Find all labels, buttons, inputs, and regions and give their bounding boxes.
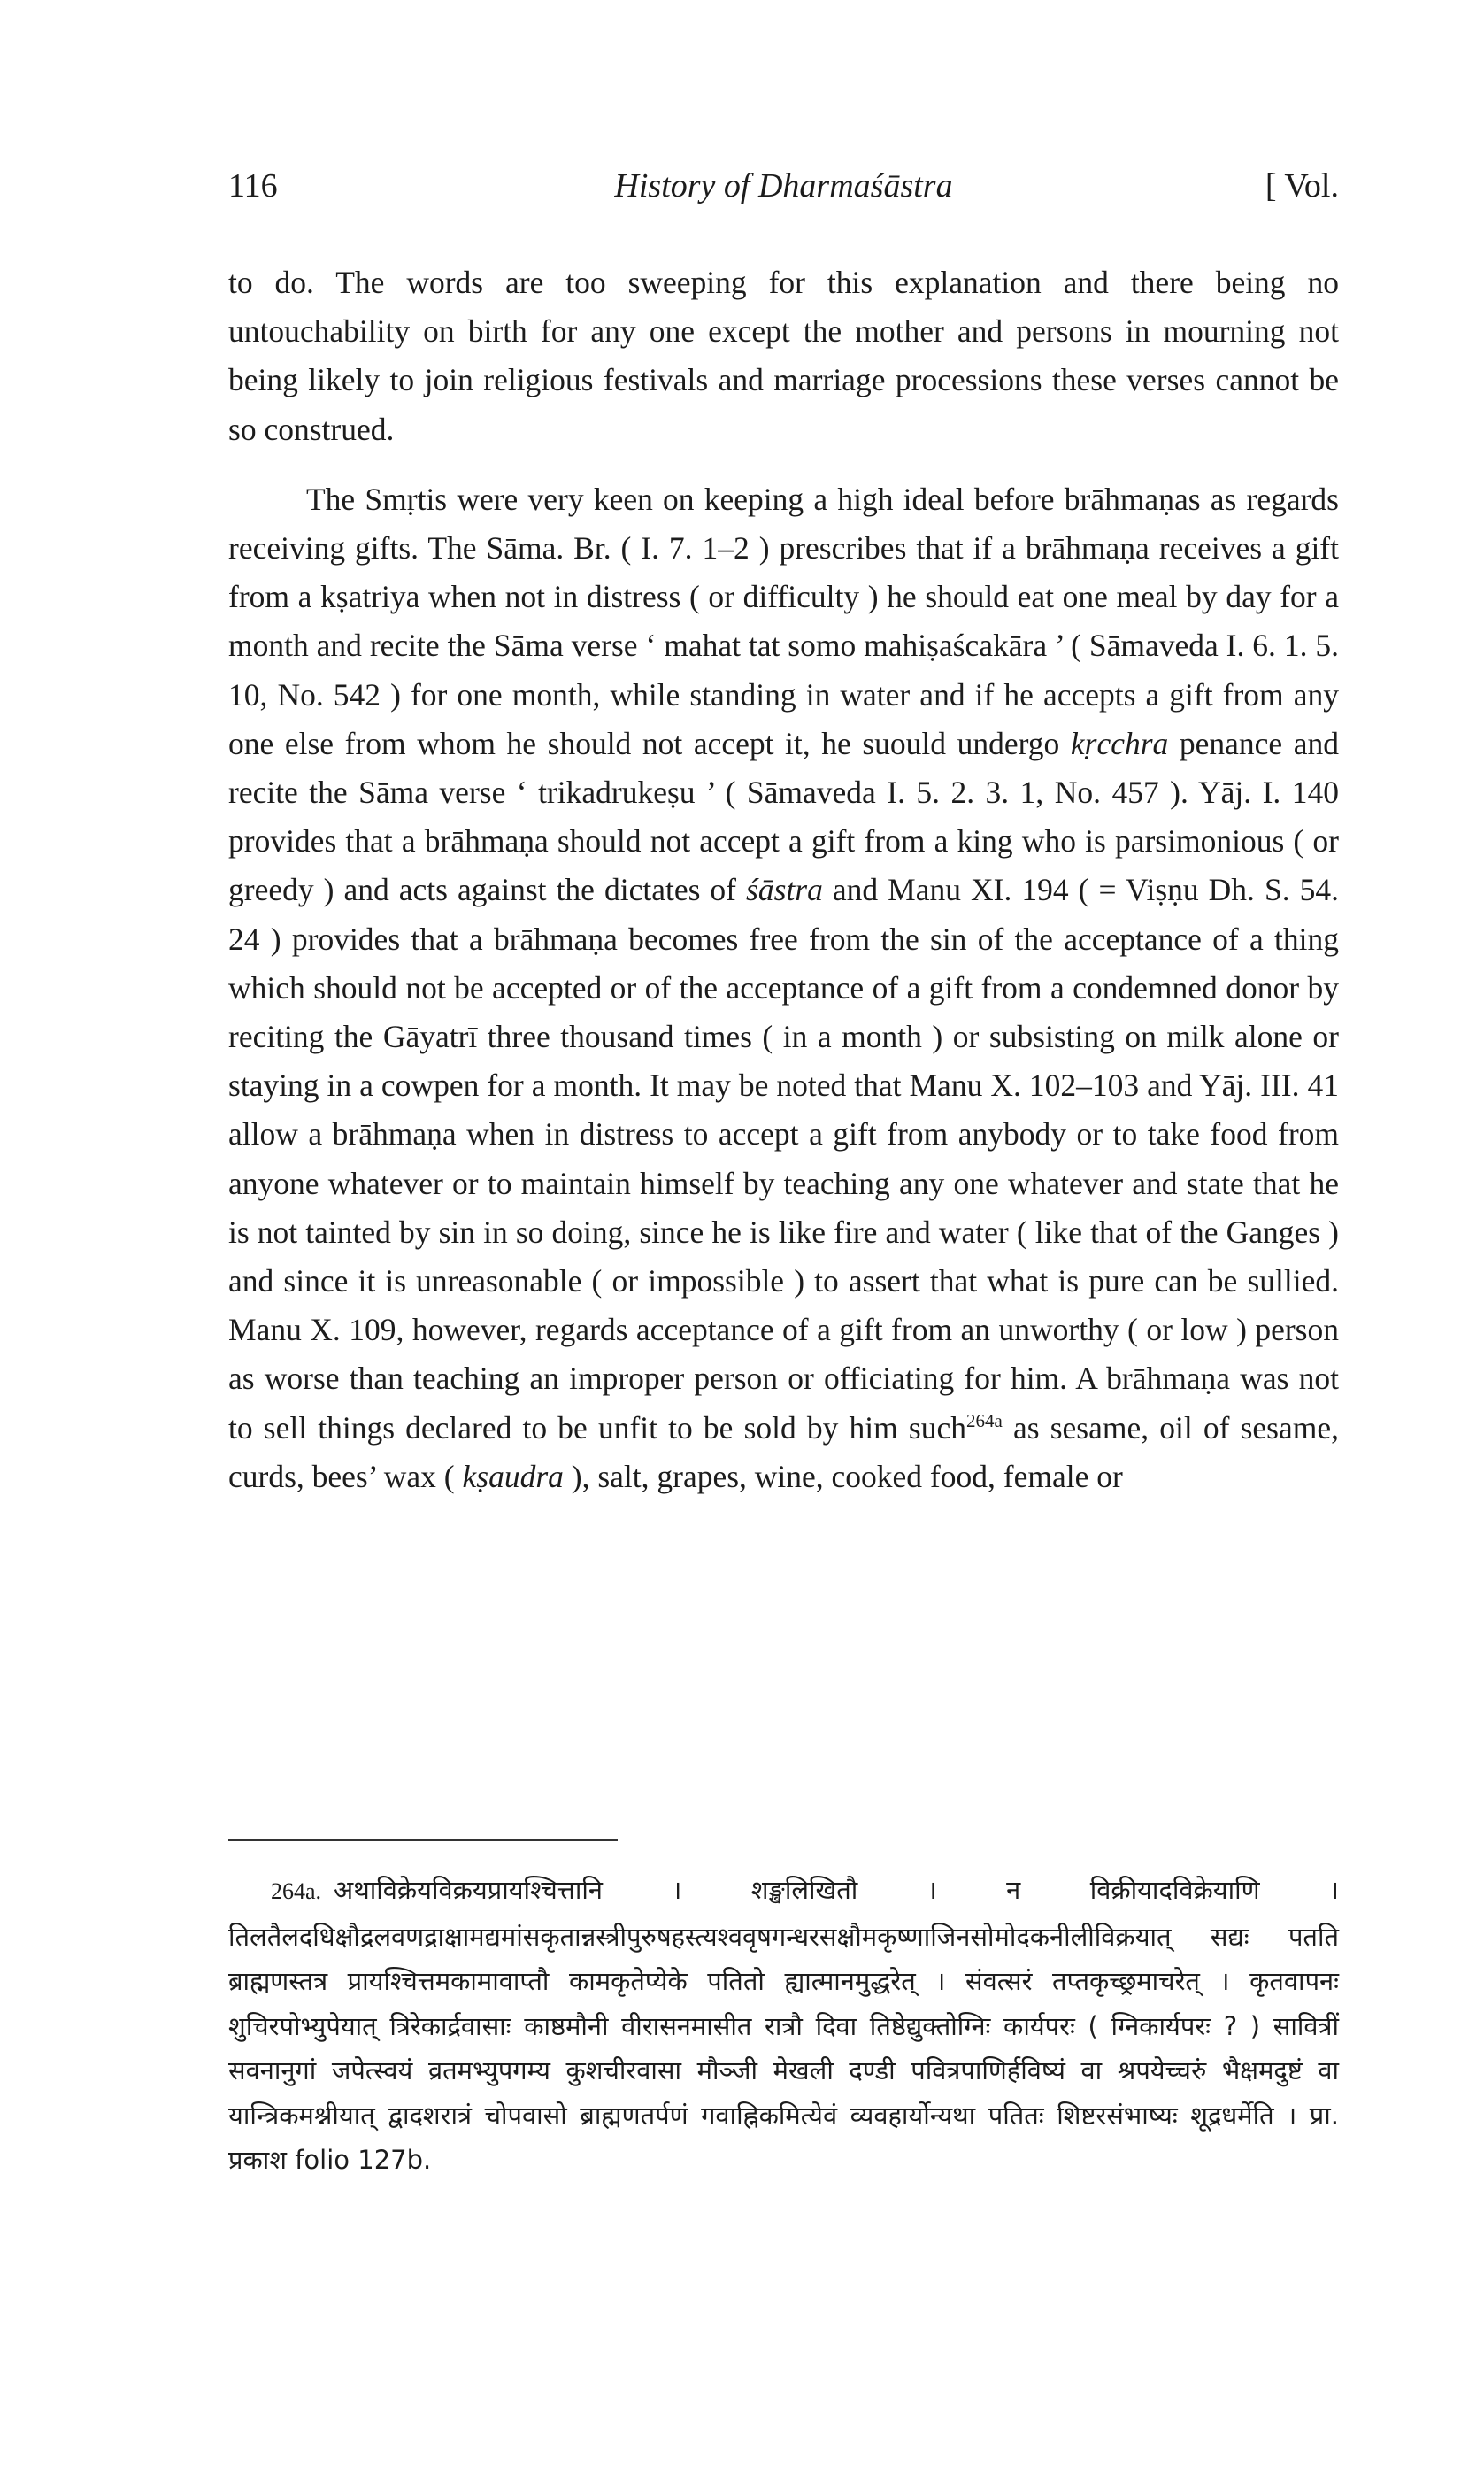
paragraph-2-text-d: as sesame, oil of sesame, curds, bees’ wax ( [228,1409,1339,1494]
paragraph-2-text-a: The Smṛtis were very keen on keeping a high ideal before brāhmaṇas as regards receiving gifts. The Sāma. Br. ( I. 7. 1–2 ) prescribes that if a brāhmaṇa receives a gift from a kṣatriya when not in distress ( or difficulty ) he should eat one meal by day for a month and recite the Sāma verse ‘ mahat tat somo mahiṣaścakāra ’ ( Sāmaveda I. 6. 1. 5. 10, No. 542 ) for one month, while standing in water and if he accepts a gift from any one else from whom he should not accept it, he suould undergo [228,481,1339,761]
footnote-marker: 264a. [271,1878,322,1904]
volume-label: [ Vol. [1265,167,1339,204]
term-krcchra: kṛcchra [1070,725,1169,761]
page-number: 116 [228,167,278,204]
running-header [228,166,1339,220]
term-sastra: śāstra [746,872,823,908]
running-title: History of Dharmaśāstra [614,167,953,204]
term-ksaudra: kṣaudra [462,1458,564,1494]
paragraph-2-text-e: ), salt, grapes, wine, cooked food, female or [563,1458,1123,1494]
paragraph-2-text-c: and Manu XI. 194 ( = Viṣṇu Dh. S. 54. 24 ) provides that a brāhmaṇa becomes free from the sin of the acceptance of a thing which should not be accepted or of the acceptance of a gift from a condemned donor by reciting the Gāyatrī three thousand times ( in a month ) or subsisting on milk alone or staying in a cowpen for a month. It may be noted that Manu X. 102–103 and Yāj. III. 41 allow a brāhmaṇa when in distress to accept a gift from anybody or to take food from anyone whatever or to maintain himself by teaching any one whatever and state that he is not tainted by sin in so doing, since he is like fire and water ( like that of the Ganges ) and since it is unreasonable ( or impossible ) to assert that what is pure can be sullied. Manu X. 109, however, regards acceptance of a gift from an unworthy ( or low ) person as worse than teaching an improper person or officiating for him. A brāhmaṇa was not to sell things declared to be unfit to be sold by him such [228,872,1339,1446]
footnote-text: अथाविक्रेयविक्रयप्रायश्चित्तानि । शङ्खलिखितौ । न विक्रीयादविक्रेयाणि । तिलतैलदधिक्षौद्रलवणद्राक्षामद्यमांसकृतान्नस्त्रीपुरुषहस्त्यश्ववृषगन्धरसक्षौमकृष्णाजिनसोमोदकनीलीविक्रयात् सद्यः पतति ब्राह्मणस्तत्र प्रायश्चित्तमकामावाप्तौ कामकृतेप्येके पतितो ह्यात्मानमुद्धरेत् । संवत्सरं तप्तकृच्छ्रमाचरेत् । कृतवापनः शुचिरपोभ्युपेयात् त्रिरेकार्द्रवासाः काष्ठमौनी वीरासनमासीत रात्रौ दिवा तिष्ठेद्युक्तोग्निः कार्यपरः ( ग्निकार्यपरः ? ) सावित्रीं सवनानुगां जपेत्स्वयं व्रतमभ्युपगम्य कुशचीरवासा मौञ्जी मेखली दण्डी पवित्रपाणिर्हविष्यं वा श्रपयेच्चरुं भैक्षमदुष्टं वा यान्त्रिकमश्नीयात् द्वादशरात्रं चोपवासो ब्राह्मणतर्पणं गवाह्निकमित्येवं व्यवहार्योन्यथा पतितः शिष्टरसंभाष्यः शूद्रधर्मेति । प्रा. प्रकाश folio 127b. [228,1875,1339,2175]
paragraph-1: to do. The words are too sweeping for this explanation and there being no untouchability on birth for any one except the mother and persons in mourning not being likely to join religious festivals and marriage processions these verses cannot be so construed. [228,265,1339,447]
footnote-divider [228,1839,618,1841]
paragraph-2-text-b: penance and recite the Sāma verse ‘ trikadrukeṣu ’ ( Sāmaveda I. 5. 2. 3. 1, No. 457 ). Yāj. I. 140 provides that a brāhmaṇa should not accept a gift from a king who is parsimonious ( or greedy ) and acts against the dictates of [228,725,1339,908]
main-text [228,258,1339,1501]
footnote-reference: 264a [966,1409,1003,1431]
footnote-264a [228,1868,1339,2183]
paragraph-2 [228,475,1339,1501]
